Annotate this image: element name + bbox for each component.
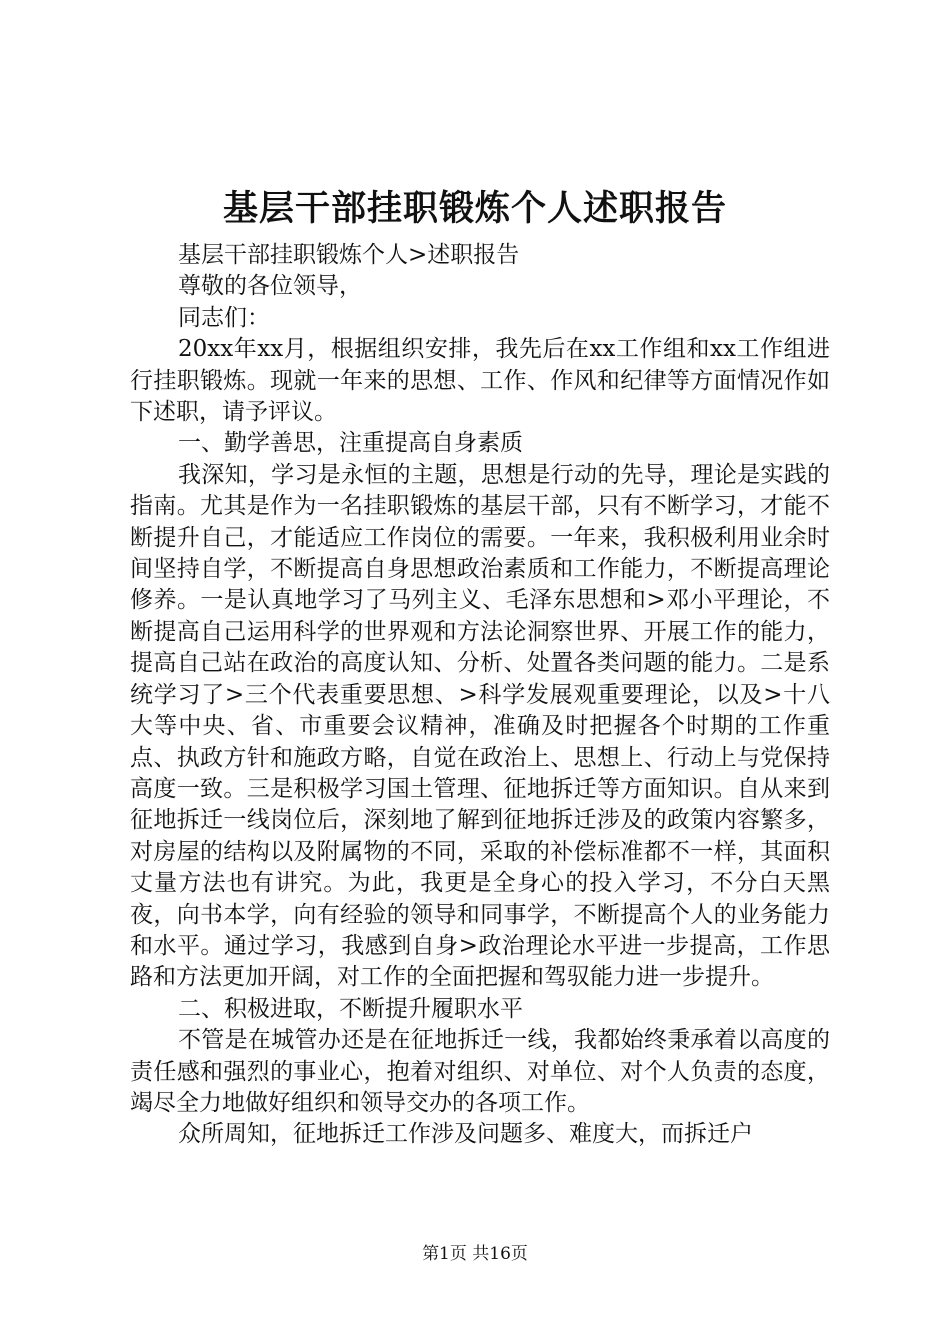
document-title: 基层干部挂职锻炼个人述职报告	[222, 188, 727, 229]
paragraph-subtitle: 基层干部挂职锻炼个人>述职报告	[178, 242, 520, 268]
paragraph-greeting: 同志们：	[178, 304, 270, 331]
paragraph-salutation: 尊敬的各位领导，	[178, 273, 362, 300]
section-heading-2: 二、积极进取，不断提升履职水平	[178, 995, 523, 1022]
section-heading-1: 一、勤学善思，注重提高自身素质	[178, 430, 523, 457]
document-body	[130, 240, 830, 1151]
paragraph-study: 我深知，学习是永恒的主题，思想是行动的先导，理论是实践的指南。尤其是作为一名挂职锻炼的基层干部，只有不断学习，才能不断提升自己，才能适应工作岗位的需要。一年来，我积极利用业余时间坚持自学，不断提高自身思想政治素质和工作能力，不断提高理论修养。一是认真地学习了马列主义、毛泽东思想和>邓小平理论，不断提高自己运用科学的世界观和方法论洞察世界、开展工作的能力，提高自己站在政治的高度认知、分析、处置各类问题的能力。二是系统学习了>三个代表重要思想、>科学发展观重要理论，以及>十八大等中央、省、市重要会议精神，准确及时把握各个时期的工作重点、执政方针和施政方略，自觉在政治上、思想上、行动上与党保持高度一致。三是积极学习国土管理、征地拆迁等方面知识。自从来到征地拆迁一线岗位后，深刻地了解到征地拆迁涉及的政策内容繁多，对房屋的结构以及附属物的不同，采取的补偿标准都不一样，其面积丈量方法也有讲究。为此，我更是全身心的投入学习，不分白天黑夜，向书本学，向有经验的领导和同事学，不断提高个人的业务能力和水平。通过学习，我感到自身>政治理论水平进一步提高，工作思路和方法更加开阔，对工作的全面把握和驾驭能力进一步提升。	[130, 461, 830, 991]
page-footer: 第1页 共16页	[422, 1244, 528, 1264]
paragraph-continued: 众所周知，征地拆迁工作涉及问题多、难度大，而拆迁户	[178, 1121, 753, 1148]
paragraph-duty: 不管是在城管办还是在征地拆迁一线，我都始终秉承着以高度的责任感和强烈的事业心，抱着对组织、对单位、对个人负责的态度，竭尽全力地做好组织和领导交办的各项工作。	[130, 1027, 830, 1116]
paragraph-intro: 20xx年xx月，根据组织安排，我先后在xx工作组和xx工作组进行挂职锻炼。现就一年来的思想、工作、作风和纪律等方面情况作如下述职，请予评议。	[130, 336, 830, 426]
